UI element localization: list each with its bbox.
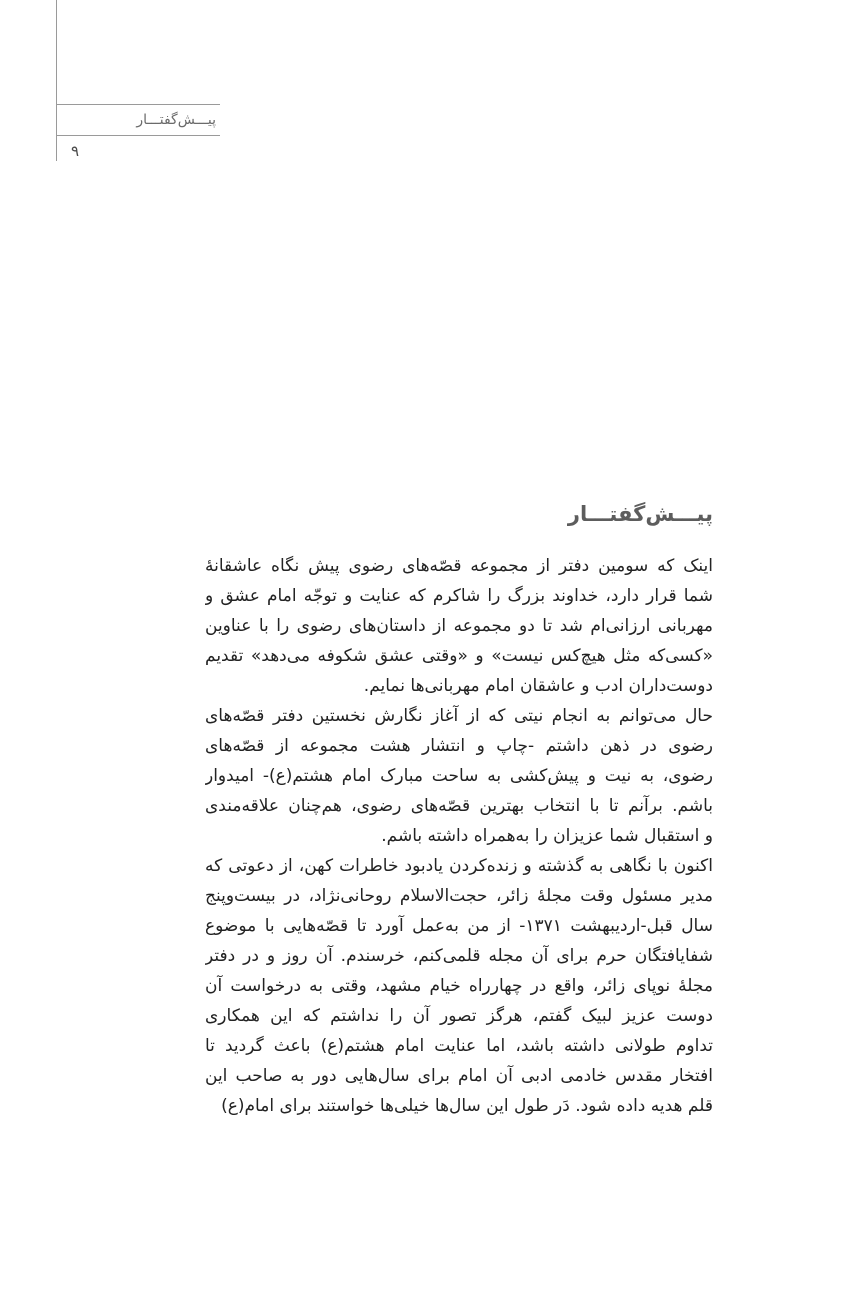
text-line: مهربانی ارزانی‌ام شد تا دو مجموعه از داستان‌های رضوی را با عناوین [205, 616, 713, 636]
text-line: دوست‌داران ادب و عاشقان امام مهربانی‌ها نمایم. [363, 676, 713, 696]
page-number: ۹ [70, 142, 80, 160]
text-line: اکنون با نگاهی به گذشته و زنده‌کردن یادبود خاطرات کهن، از دعوتی که [205, 856, 713, 876]
paragraph [205, 851, 713, 1121]
paragraph [205, 701, 713, 851]
text-line: افتخار مقدس خادمی ادبی آن امام برای سال‌هایی دور به صاحب این [205, 1066, 713, 1086]
header-title-box [57, 104, 220, 136]
text-line: دوست عزیز لبیک گفتم، هرگز تصور آن را نداشتم که این همکاری [205, 1006, 713, 1026]
header-rule-bottom [57, 135, 220, 136]
text-line: مجلهٔ نوپای زائر، واقع در چهارراه خیام مشهد، وقتی به درخواست آن [205, 976, 713, 996]
text-line: تداوم طولانی داشته باشد، اما عنایت امام هشتم(ع) باعث گردید تا [205, 1036, 713, 1056]
text-line: اینک که سومین دفتر از مجموعه قصّه‌های رضوی پیش نگاه عاشقانهٔ [205, 556, 713, 576]
text-line: مدیر مسئول وقت مجلهٔ زائر، حجت‌الاسلام روحانی‌نژاد، در بیست‌وپنج [205, 886, 713, 906]
text-line: سال قبل-اردیبهشت ۱۳۷۱- از من به‌عمل آورد تا قصّه‌هایی با موضوع [205, 916, 713, 936]
paragraph [205, 551, 713, 701]
text-line: باشم. برآنم تا با انتخاب بهترین قصّه‌های رضوی، هم‌چنان علاقه‌مندی [205, 796, 713, 816]
header-vertical-rule [56, 0, 57, 161]
preface-heading: پیـــش‌گفتـــار [567, 502, 713, 526]
text-line: شما قرار دارد، خداوند بزرگ را شاکرم که عنایت و توجّه امام عشق و [205, 586, 713, 606]
preface-text-block [205, 551, 713, 1121]
running-title: پیـــش‌گفتـــار [136, 112, 216, 128]
text-line: حال می‌توانم به انجام نیتی که از آغاز نگارش نخستین دفتر قصّه‌های [205, 706, 713, 726]
text-line: و استقبال شما عزیزان را به‌همراه داشته باشم. [381, 826, 713, 846]
text-line: قلم هدیه داده شود. دَر طول این سال‌ها خیلی‌ها خواستند برای امام(ع) [221, 1096, 713, 1116]
text-line: «کسی‌که مثل هیچ‌کس نیست» و «وقتی عشق شکوفه می‌دهد» تقدیم [205, 646, 713, 666]
text-line: رضوی در ذهن داشتم -چاپ و انتشار هشت مجموعه از قصّه‌های [205, 736, 713, 756]
text-line: شفایافتگان حرم برای آن مجله قلمی‌کنم، خرسندم. آن روز و در دفتر [205, 946, 713, 966]
text-line: رضوی، به نیت و پیش‌کشی به ساحت مبارک امام هشتم(ع)- امیدوار [205, 766, 713, 786]
